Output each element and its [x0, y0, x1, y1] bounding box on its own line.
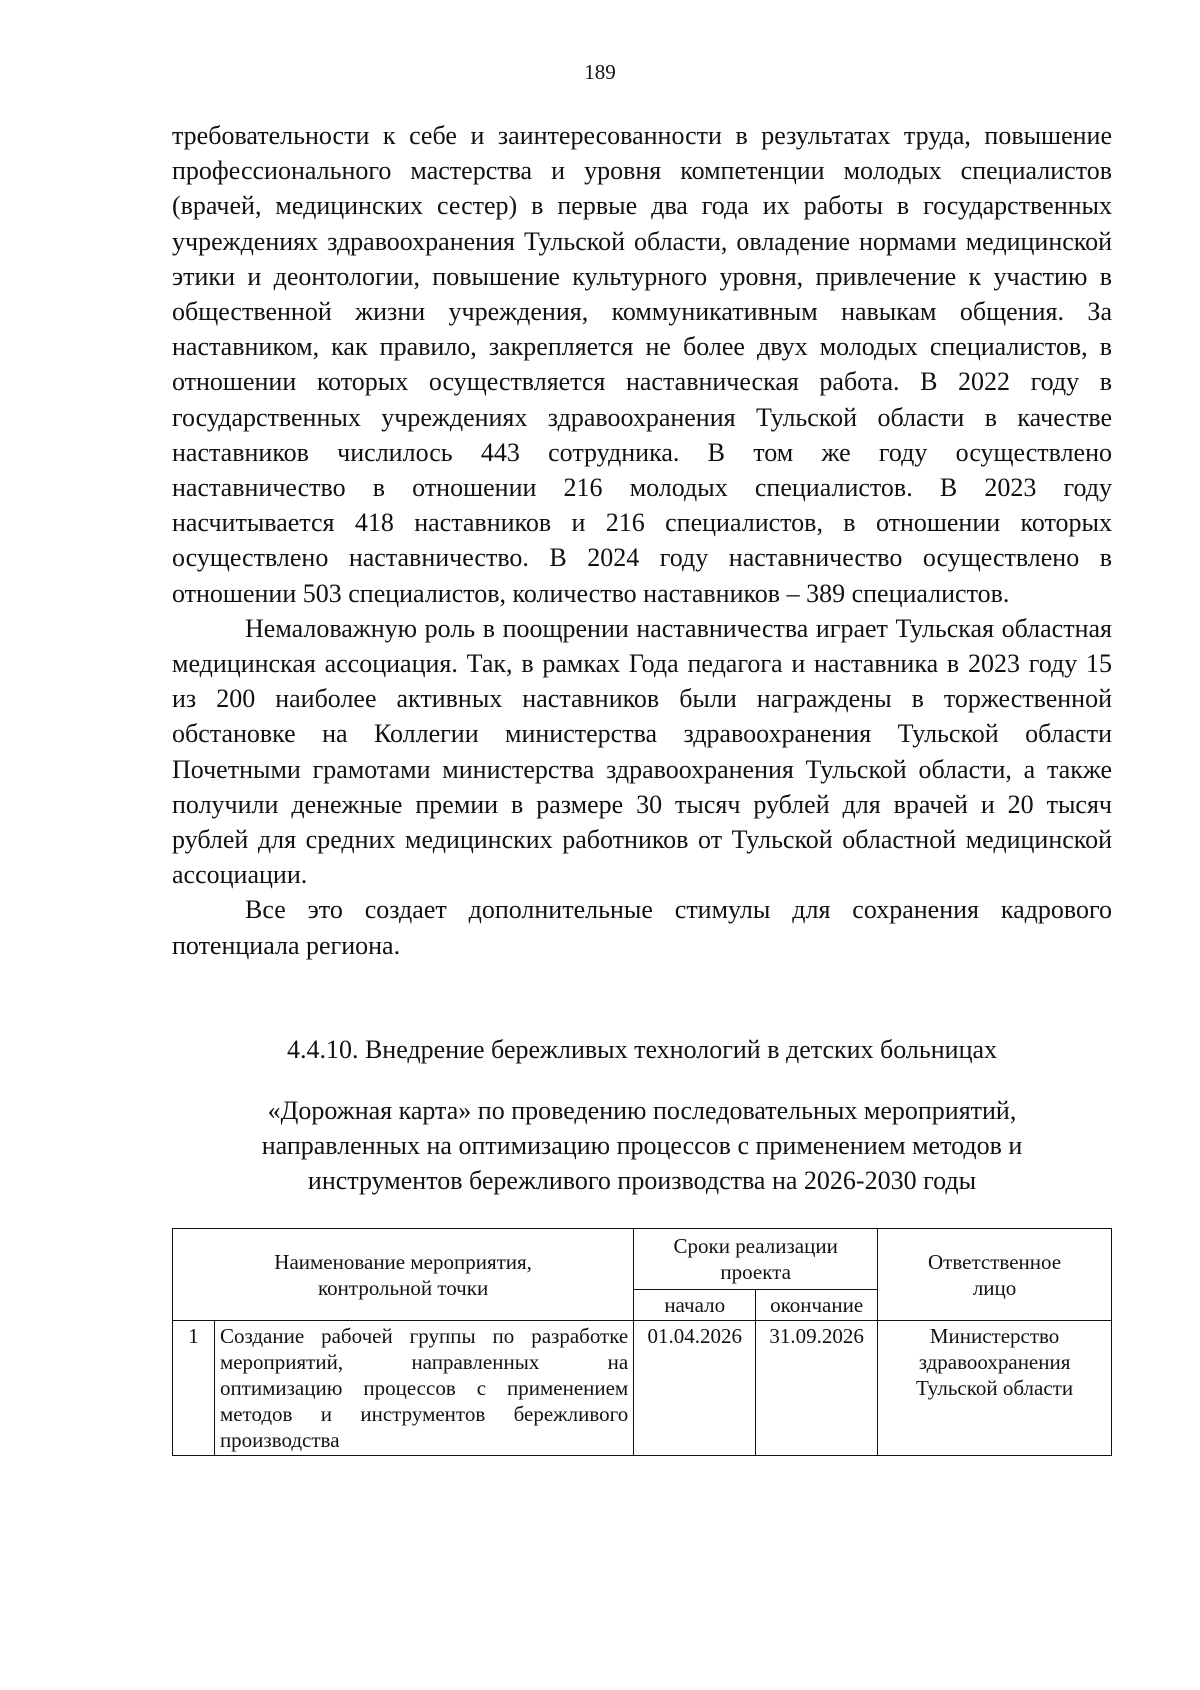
roadmap-title: [172, 1093, 1112, 1198]
header-end: окончание: [756, 1290, 878, 1321]
header-name: Наименование мероприятия, контрольной точки: [173, 1229, 634, 1321]
row-responsible: Министерство здравоохранения Тульской области: [878, 1321, 1112, 1456]
roadmap-title-line-3: инструментов бережливого производства на 2026-2030 годы: [307, 1166, 977, 1195]
body-text: [172, 118, 1112, 963]
roadmap-table: [172, 1228, 1112, 1456]
header-start: начало: [634, 1290, 756, 1321]
paragraph-3: Все это создает дополнительные стимулы для сохранения кадрового потенциала региона.: [172, 895, 1112, 960]
table-row: [173, 1321, 1112, 1456]
paragraph-2: Немаловажную роль в поощрении наставничества играет Тульская областная медицинская ассоциация. Так, в рамках Года педагога и наставника в 2023 году 15 из 200 наиболее активных наставников были награждены в торжественной обстановке на Коллегии министерства здравоохранения Тульской области Почетными грамотами министерства здравоохранения Тульской области, а также получили денежные премии в размере 30 тысяч рублей для врачей и 20 тысяч рублей для средних медицинских работников от Тульской областной медицинской ассоциации.: [172, 613, 1112, 890]
header-period: Сроки реализации проекта: [634, 1229, 878, 1290]
paragraph-1: требовательности к себе и заинтересованности в результатах труда, повышение профессионального мастерства и уровня компетенции молодых специалистов (врачей, медицинских сестер) в первые два года их работы в государственных учреждениях здравоохранения Тульской области, овладение нормами медицинской этики и деонтологии, повышение культурного уровня, привлечение к участию в общественной жизни учреждения, коммуникативным навыкам общения. За наставником, как правило, закрепляется не более двух молодых специалистов, в отношении которых осуществляется наставническая работа. В 2022 году в государственных учреждениях здравоохранения Тульской области в качестве наставников числилось 443 сотрудника. В том же году осуществлено наставничество в отношении 216 молодых специалистов. В 2023 году насчитывается 418 наставников и 216 специалистов, в отношении которых осуществлено наставничество. В 2024 году наставничество осуществлено в отношении 503 специалистов, количество наставников – 389 специалистов.: [172, 121, 1112, 608]
section-heading: 4.4.10. Внедрение бережливых технологий в детских больницах: [286, 1035, 998, 1064]
page-number: 189: [584, 60, 616, 84]
row-start-date: 01.04.2026: [634, 1321, 756, 1456]
table-header-row: [173, 1229, 1112, 1290]
row-end-date: 31.09.2026: [756, 1321, 878, 1456]
row-activity-name: Создание рабочей группы по разработке мероприятий, направленных на оптимизацию процессов с применением методов и инструментов бережливого производства: [214, 1321, 633, 1456]
row-number: 1: [173, 1321, 215, 1456]
roadmap-title-line-2: направленных на оптимизацию процессов с применением методов и: [261, 1131, 1023, 1160]
roadmap-title-line-1: «Дорожная карта» по проведению последовательных мероприятий,: [267, 1096, 1017, 1125]
header-responsible: Ответственное лицо: [878, 1229, 1112, 1321]
